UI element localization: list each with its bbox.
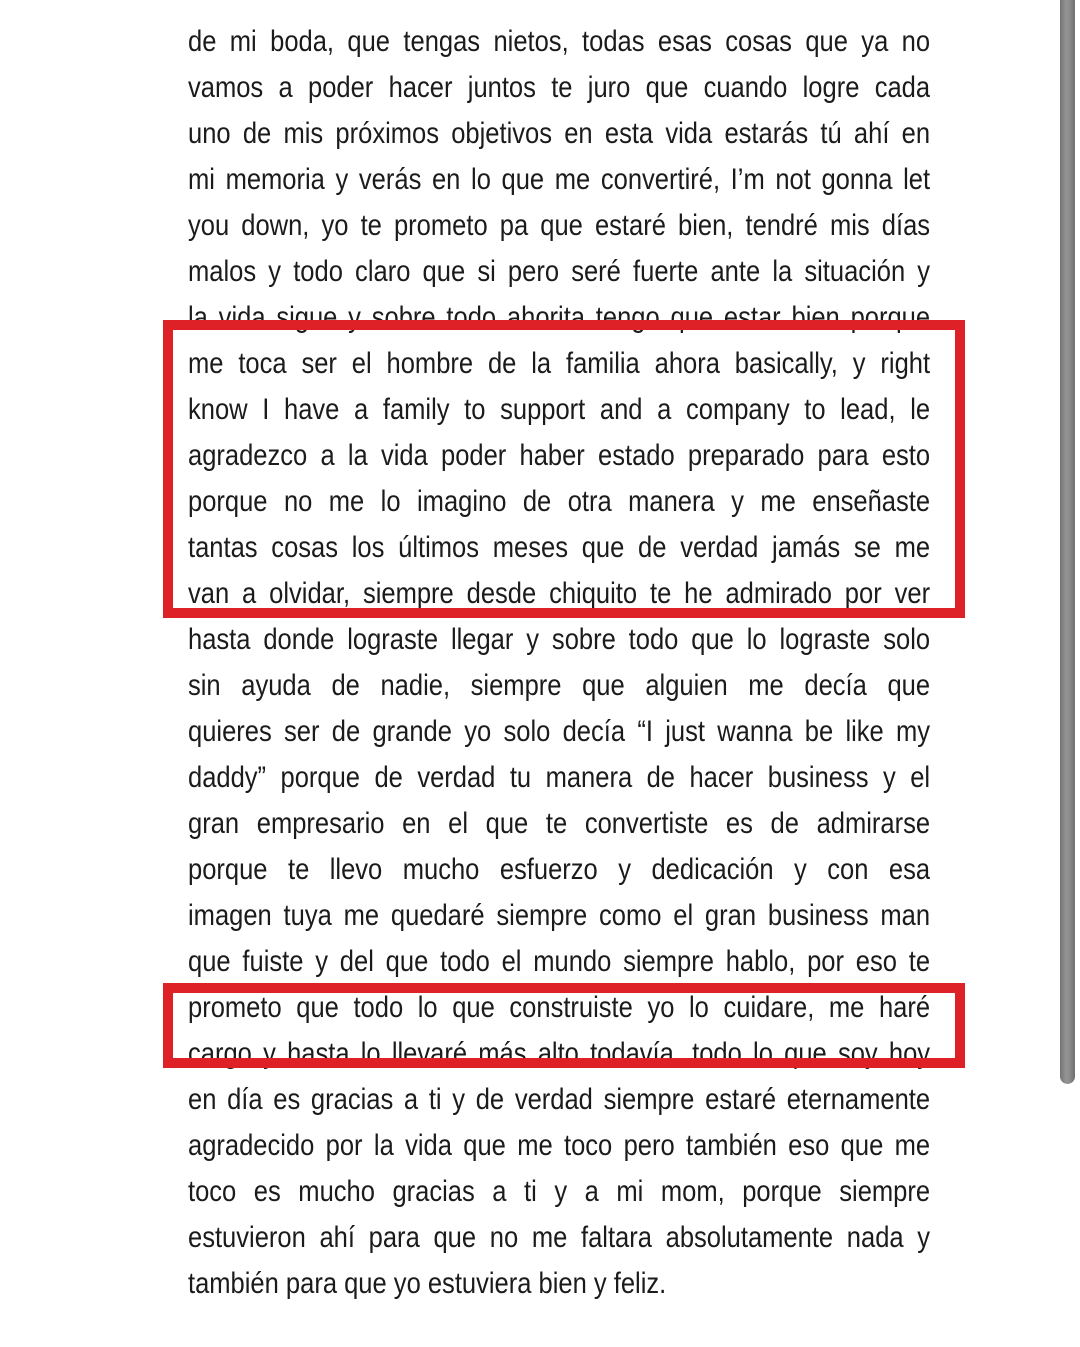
text-line: en día es gracias a ti y de verdad siempre estaré eternamente: [188, 1083, 931, 1116]
text-line: gran empresario en el que te convertiste es de admirarse: [188, 807, 931, 840]
text-line: también para que yo estuviera bien y feliz.: [188, 1267, 667, 1300]
red-highlight-box-2: [163, 983, 965, 1068]
text-line: prometo que todo lo que construiste yo lo cuidare, me haré: [188, 991, 931, 1024]
text-line: imagen tuya me quedaré siempre como el gran business man: [188, 899, 931, 932]
text-line: toco es mucho gracias a ti y a mi mom, porque siempre: [188, 1175, 931, 1208]
red-highlight-box-1: [163, 320, 965, 618]
text-line: daddy” porque de verdad tu manera de hacer business y el: [188, 761, 931, 794]
text-line: cargo y hasta lo llevaré más alto todavía, todo lo que soy hoy: [188, 1037, 931, 1070]
text-line: tantas cosas los últimos meses que de verdad jamás se me: [188, 531, 931, 564]
text-line: me toca ser el hombre de la familia ahora basically, y right: [188, 347, 931, 380]
text-line: que fuiste y del que todo el mundo siempre hablo, por eso te: [188, 945, 931, 978]
text-line: la vida sigue y sobre todo ahorita tengo que estar bien porque: [188, 301, 931, 334]
text-line: uno de mis próximos objetivos en esta vida estarás tú ahí en: [188, 117, 931, 150]
text-column: [188, 19, 930, 1307]
text-line: porque no me lo imagino de otra manera y me enseñaste: [188, 485, 931, 518]
text-line: porque te llevo mucho esfuerzo y dedicación y con esa: [188, 853, 931, 886]
text-line: sin ayuda de nadie, siempre que alguien me decía que: [188, 669, 931, 702]
text-line: quieres ser de grande yo solo decía “I just wanna be like my: [188, 715, 931, 748]
text-line: hasta donde lograste llegar y sobre todo que lo lograste solo: [188, 623, 931, 656]
text-line: agradezco a la vida poder haber estado preparado para esto: [188, 439, 931, 472]
text-line: vamos a poder hacer juntos te juro que cuando logre cada: [188, 71, 931, 104]
text-line: de mi boda, que tengas nietos, todas esas cosas que ya no: [188, 25, 931, 58]
text-line: know I have a family to support and a company to lead, le: [188, 393, 931, 426]
text-line: you down, yo te prometo pa que estaré bien, tendré mis días: [188, 209, 931, 242]
scrollbar-thumb[interactable]: [1060, 0, 1075, 1084]
text-line: agradecido por la vida que me toco pero también eso que me: [188, 1129, 931, 1162]
text-line: van a olvidar, siempre desde chiquito te he admirado por ver: [188, 577, 931, 610]
text-line: estuvieron ahí para que no me faltara absolutamente nada y: [188, 1221, 931, 1254]
text-line: malos y todo claro que si pero seré fuerte ante la situación y: [188, 255, 931, 288]
text-line: mi memoria y verás en lo que me convertiré, I’m not gonna let: [188, 163, 931, 196]
